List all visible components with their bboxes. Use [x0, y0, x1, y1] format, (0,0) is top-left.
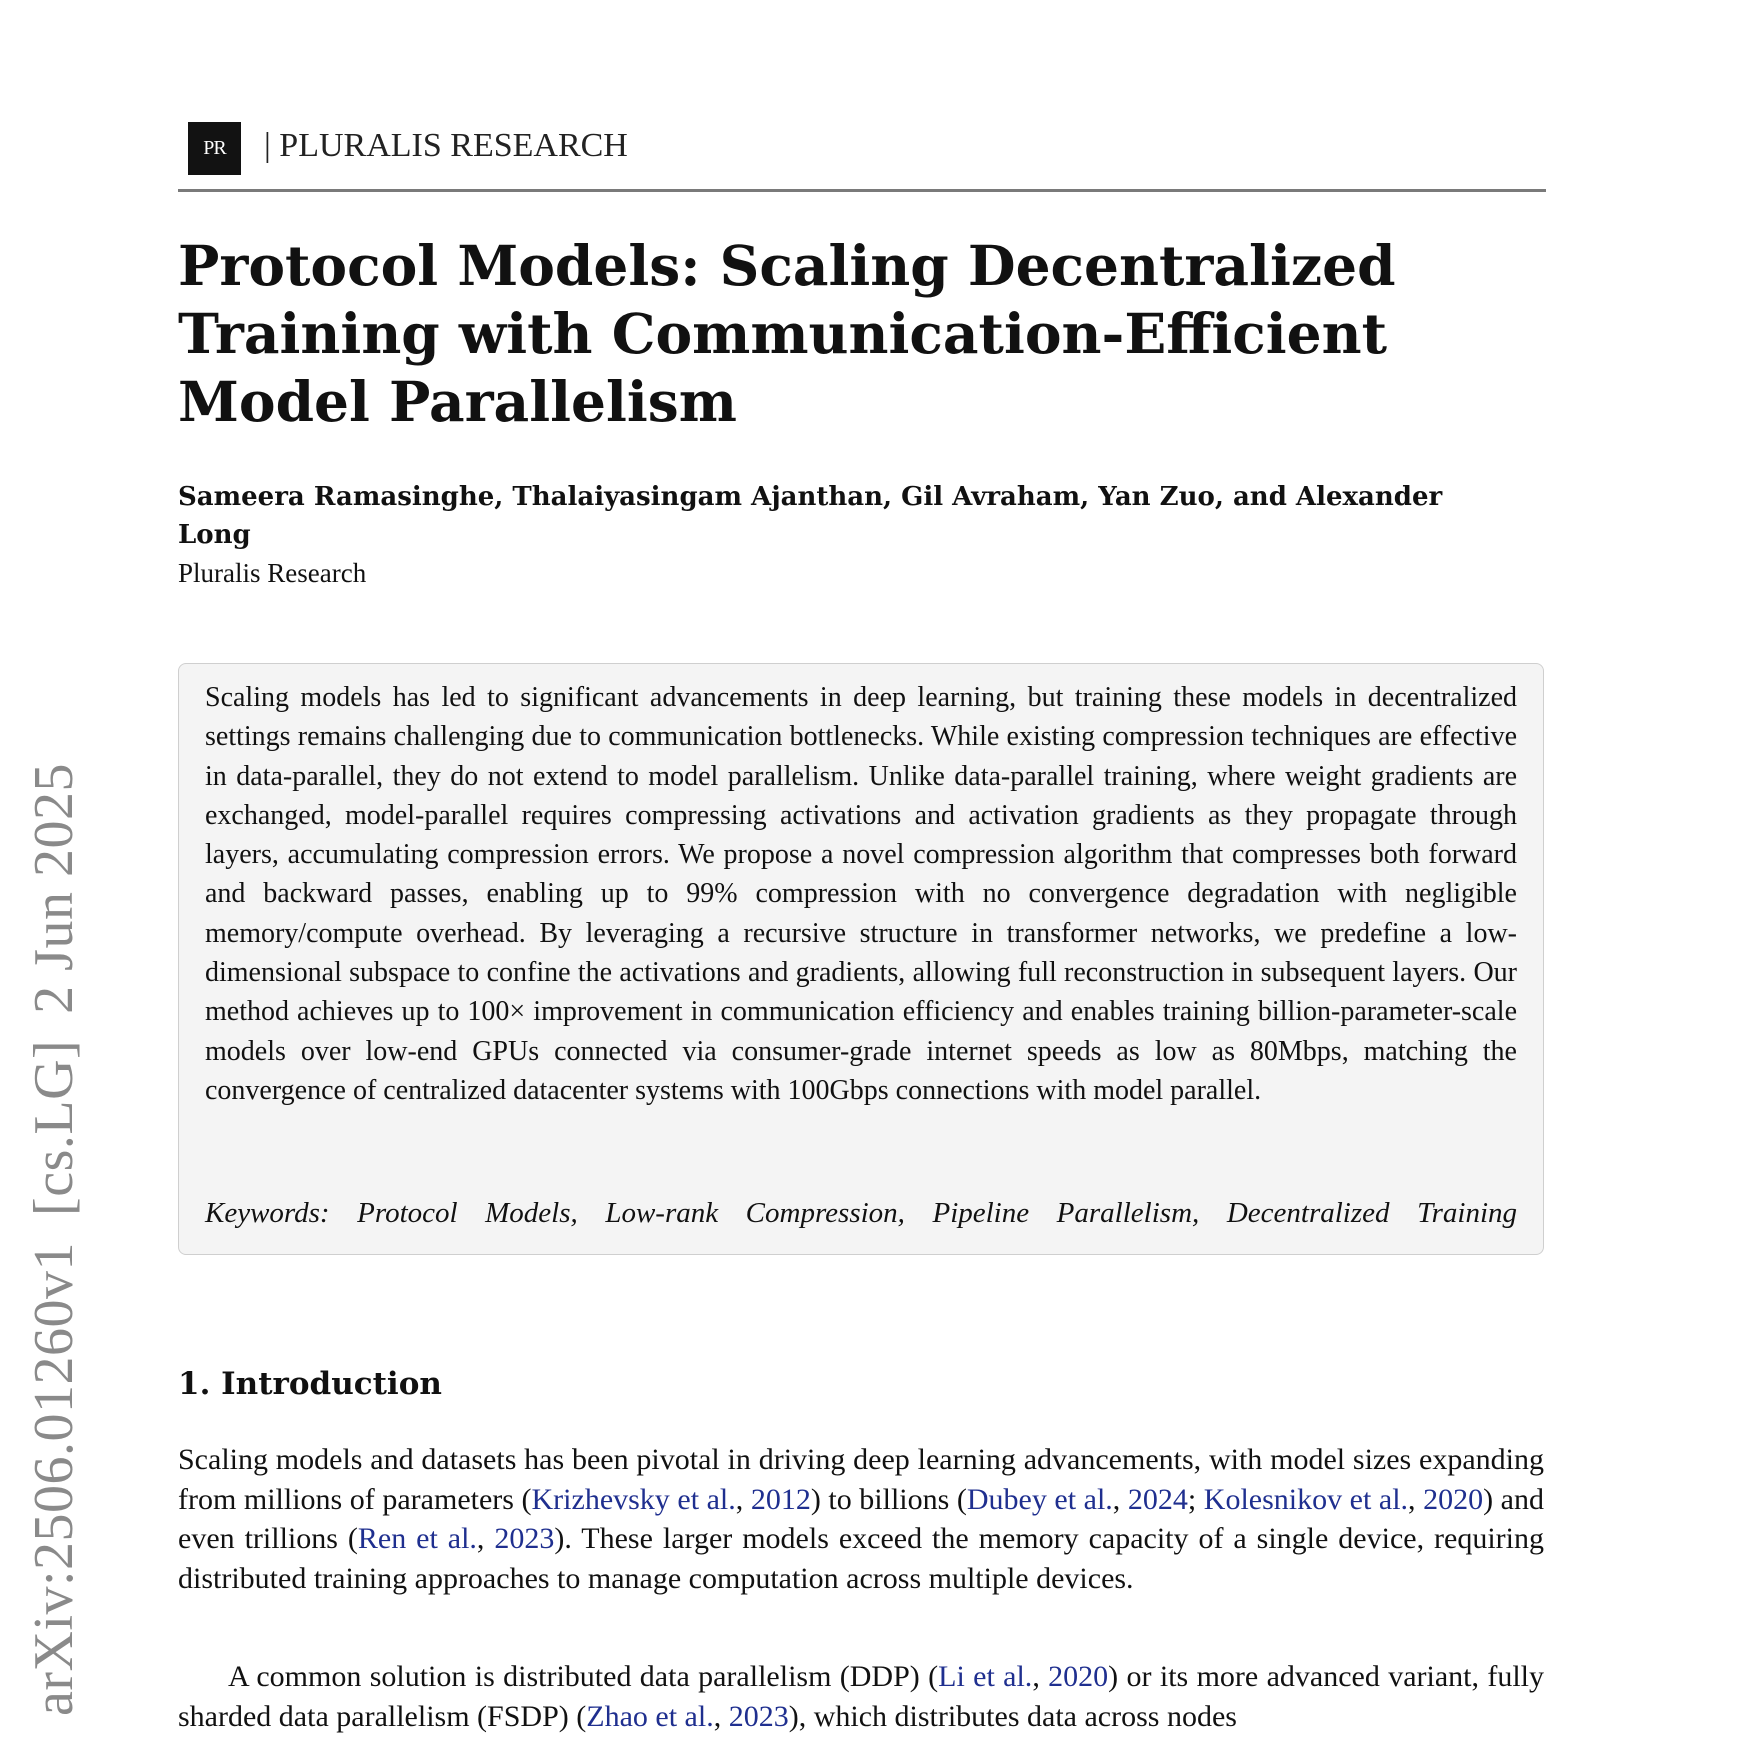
- arxiv-category: [cs.LG]: [23, 1039, 85, 1216]
- arxiv-date: 2 Jun 2025: [23, 763, 85, 1014]
- citation-year-link[interactable]: 2023: [728, 1699, 789, 1733]
- text-run: ,: [1032, 1660, 1049, 1693]
- affiliation: Pluralis Research: [178, 558, 367, 588]
- citation-link[interactable]: Kolesnikov et al.: [1203, 1482, 1409, 1516]
- text-run: ) or its more advanced variant, fully sharded data parallelism (FSDP) (: [178, 1660, 1545, 1733]
- text-run: ,: [1112, 1482, 1128, 1516]
- author-list: Sameera Ramasinghe, Thalaiyasingam Ajanthan, Gil Avraham, Yan Zuo, and Alexander Long: [178, 482, 1443, 550]
- logo-text: PR: [203, 137, 226, 159]
- intro-paragraph-1: [178, 1440, 1544, 1598]
- citation-link[interactable]: Ren et al.: [357, 1522, 477, 1555]
- text-run: A common solution is distributed data parallelism (DDP) (: [228, 1660, 939, 1693]
- text-run: ), which distributes data across nodes: [788, 1699, 1237, 1733]
- arxiv-side-stamp: [23, 737, 85, 1716]
- citation-link[interactable]: Dubey et al.: [966, 1482, 1113, 1516]
- intro-paragraph-2: [178, 1657, 1544, 1736]
- text-run: ,: [1408, 1482, 1424, 1516]
- text-run: ) to billions (: [810, 1482, 967, 1516]
- text-run: Scaling models and datasets has been pivotal in driving deep learning advancements, with model sizes expanding from millions of parameters (: [178, 1443, 1544, 1516]
- abstract-box: [178, 663, 1544, 1255]
- text-run: ,: [735, 1482, 751, 1516]
- abstract-text: Scaling models has led to significant advancements in deep learning, but training these models in decentralized settings remains challenging due to communication bottlenecks. While existing compression techniques are effective in data-parallel, they do not extend to model parallelism. Unlike data-parallel training, where weight gradients are exchanged, model-parallel requires compressing activations and activation gradients as they propagate through layers, accumulating compression errors. We propose a novel compression algorithm that compresses both forward and backward passes, enabling up to 99% compression with no convergence degradation with negligible memory/compute overhead. By leveraging a recursive structure in transformer networks, we predefine a low-dimensional subspace to confine the activations and gradients, allowing full reconstruction in subsequent layers. Our method achieves up to 100× improvement in communication efficiency and enables training billion-parameter-scale models over low-end GPUs connected via consumer-grade internet speeds as low as 80Mbps, matching the convergence of centralized datacenter systems with 100Gbps connections with model parallel.: [205, 682, 1517, 1106]
- paper-title: Protocol Models: Scaling Decentralized Training with Communication-Efficient Model Parallelism: [178, 233, 1396, 434]
- text-run: ) and even trillions (: [178, 1482, 1544, 1555]
- text-run: ,: [713, 1699, 729, 1733]
- citation-year-link[interactable]: 2012: [750, 1482, 811, 1516]
- org-name: | PLURALIS RESEARCH: [264, 127, 628, 164]
- section-heading-introduction: 1. Introduction: [178, 1366, 442, 1402]
- citation-year-link[interactable]: 2023: [494, 1522, 555, 1555]
- citation-link[interactable]: Zhao et al.: [586, 1699, 714, 1733]
- citation-link[interactable]: Li et al.: [938, 1660, 1033, 1693]
- citation-year-link[interactable]: 2020: [1048, 1660, 1109, 1693]
- text-run: ). These larger models exceed the memory capacity of a single device, requiring distributed training approaches to manage computation across multiple devices.: [178, 1522, 1544, 1595]
- pluralis-logo: [188, 122, 241, 175]
- citation-year-link[interactable]: 2020: [1423, 1482, 1484, 1516]
- text-run: ,: [476, 1522, 495, 1555]
- citation-link[interactable]: Krizhevsky et al.: [531, 1482, 736, 1516]
- arxiv-id[interactable]: arXiv:2506.01260v1: [23, 1241, 85, 1716]
- page-header: [178, 119, 1546, 192]
- text-run: ;: [1187, 1482, 1204, 1516]
- citation-year-link[interactable]: 2024: [1127, 1482, 1188, 1516]
- keywords-line: Keywords: Protocol Models, Low-rank Compression, Pipeline Parallelism, Decentralized Training: [205, 1197, 1517, 1229]
